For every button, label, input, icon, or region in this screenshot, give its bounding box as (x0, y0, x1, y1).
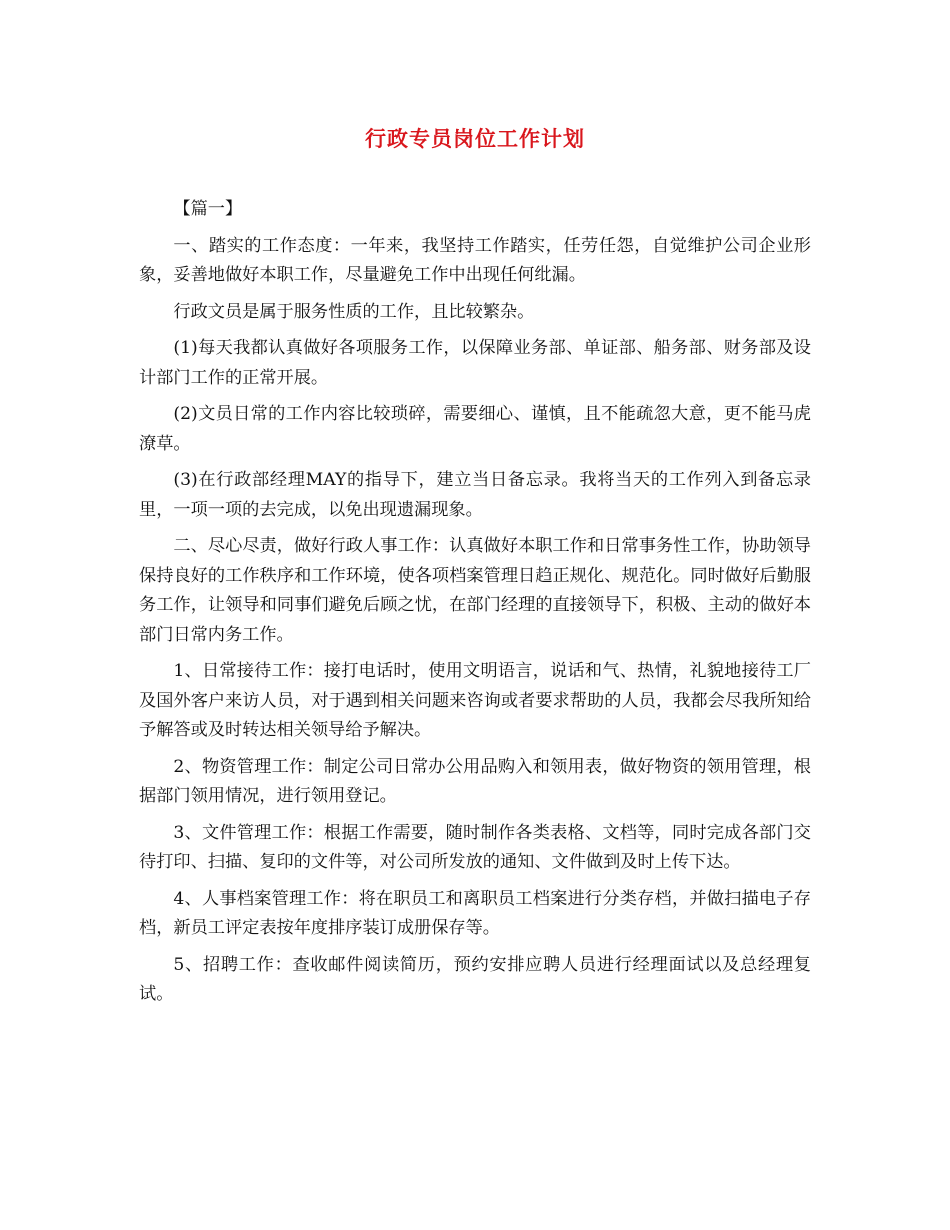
paragraph-service-nature: 行政文员是属于服务性质的工作，且比较繁杂。 (173, 301, 535, 322)
paragraph-work-attitude: 一、踏实的工作态度：一年来，我坚持工作踏实，任劳任怨，自觉维护公司企业形象，妥善地做好本职工作，尽量避免工作中出现任何纰漏。 (139, 235, 811, 285)
paragraph-supplies: 2、物资管理工作：制定公司日常办公用品购入和领用表，做好物资的领用管理，根据部门领用情况，进行领用登记。 (139, 756, 811, 806)
document-title: 行政专员岗位工作计划 (365, 126, 585, 151)
paragraph-item-2: (2)文员日常的工作内容比较琐碎，需要细心、谨慎，且不能疏忽大意，更不能马虎潦草。 (139, 404, 811, 454)
paragraph-item-3: (3)在行政部经理MAY的指导下，建立当日备忘录。我将当天的工作列入到备忘录里，一项一项的去完成，以免出现遗漏现象。 (139, 470, 811, 520)
paragraph-admin-hr: 二、尽心尽责，做好行政人事工作：认真做好本职工作和日常事务性工作，协助领导保持良好的工作秩序和工作环境，使各项档案管理日趋正规化、规范化。同时做好后勤服务工作，让领导和同事们避免后顾之忧，在部门经理的直接领导下，积极、主动的做好本部门日常内务工作。 (139, 536, 811, 645)
paragraph-reception: 1、日常接待工作：接打电话时，使用文明语言，说话和气、热情，礼貌地接待工厂及国外客户来访人员，对于遇到相关问题来咨询或者要求帮助的人员，我都会尽我所知给予解答或及时转达相关领导给予解决。 (139, 661, 811, 740)
section-heading: 【篇一】 (173, 199, 243, 219)
paragraph-recruitment: 5、招聘工作：查收邮件阅读简历，预约安排应聘人员进行经理面试以及总经理复试。 (139, 954, 811, 1004)
paragraph-item-1: (1)每天我都认真做好各项服务工作，以保障业务部、单证部、船务部、财务部及设计部门工作的正常开展。 (139, 338, 811, 388)
paragraph-documents: 3、文件管理工作：根据工作需要，随时制作各类表格、文档等，同时完成各部门交待打印、扫描、复印的文件等，对公司所发放的通知、文件做到及时上传下达。 (139, 822, 811, 872)
paragraph-hr-archives: 4、人事档案管理工作：将在职员工和离职员工档案进行分类存档，并做扫描电子存档，新员工评定表按年度排序装订成册保存等。 (139, 888, 811, 938)
document-body (139, 195, 811, 1017)
